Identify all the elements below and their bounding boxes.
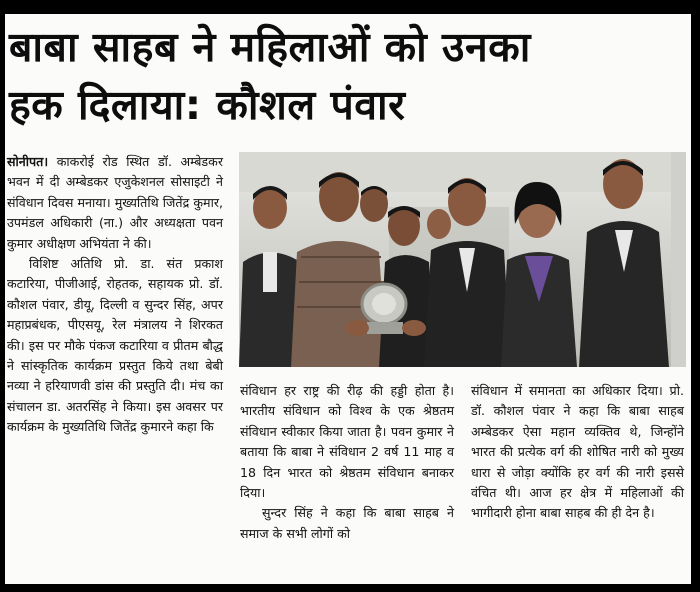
article-paragraph: [7, 152, 223, 254]
article-paragraph: विशिष्ट अतिथि प्रो. डा. संत प्रकाश कटारिया, पीजीआई, रोहतक, सहायक प्रो. डॉ. कौशल पंवार, डीयू, दिल्ली व सुन्दर सिंह, अपर महाप्रबंधक, पीएसयू, रेल मंत्रालय ने शिरकत की। इस पर मौके पंकज कटारिया व प्रीतम बौद्ध ने सांस्कृतिक कार्यक्रम प्रस्तुत किये तथा बेबी नव्या ने हरियाणवी डांस की प्रस्तुति दी। मंच का संचालन डा. अतरसिंह ने किया। इस अवसर पर कार्यक्रम के मुख्यतिथि जितेंद्र कुमारने कहा कि: [7, 256, 223, 435]
article-paragraph: संविधान में समानता का अधिकार दिया। प्रो. डॉ. कौशल पंवार ने कहा कि बाबा साहब अम्बेडकर ऐसा महान व्यक्तिव थे, जिन्होंने भारत की प्रत्येक वर्ग की शोषित नारी को मुख्य धारा से जोड़ा क्योंकि हर वर्ग की नारी इससे वंचित थी। आज हर क्षेत्र में महिलाओं की भागीदारी होना बाबा साहब की ही देन है।: [471, 383, 684, 521]
article-paragraph: सुन्दर सिंह ने कहा कि बाबा साहब ने समाज के सभी लोगों को: [240, 505, 454, 541]
headline-line-2: हक दिलाया: कौशल पंवार: [9, 81, 406, 129]
person-silhouette: [427, 209, 451, 239]
person-silhouette: [360, 186, 388, 222]
dateline: सोनीपत।: [7, 154, 49, 169]
article-column-1: [7, 152, 223, 438]
newspaper-clipping: [5, 14, 691, 584]
group-photo-illustration: [239, 152, 686, 367]
headline-line-1: बाबा साहब ने महिलाओं को उनका: [9, 23, 531, 71]
paragraph-text: काकरोई रोड स्थित डॉ. अम्बेडकर भवन में दी अम्बेडकर एजुकेशनल सोसाइटी ने संविधान दिवस मनाया। मुख्यतिथि जितेंद्र कुमार, उपमंडल अधिकारी (ना.) और अध्यक्षता पवन कुमार अधीक्षण अभियंता ने की।: [7, 154, 223, 251]
news-photo: [239, 152, 686, 367]
article-column-2: [240, 381, 454, 544]
article-column-3: [471, 381, 684, 524]
headline: [9, 18, 687, 134]
article-paragraph: संविधान हर राष्ट्र की रीढ़ की हड्डी होता है। भारतीय संविधान को विश्व के एक श्रेष्ठतम संविधान स्वीकार किया जाता है। पवन कुमार ने बताया कि बाबा ने संविधान 2 वर्ष 11 माह व 18 दिन भारत को श्रेष्ठतम संविधान बनाकर दिया।: [240, 383, 454, 501]
